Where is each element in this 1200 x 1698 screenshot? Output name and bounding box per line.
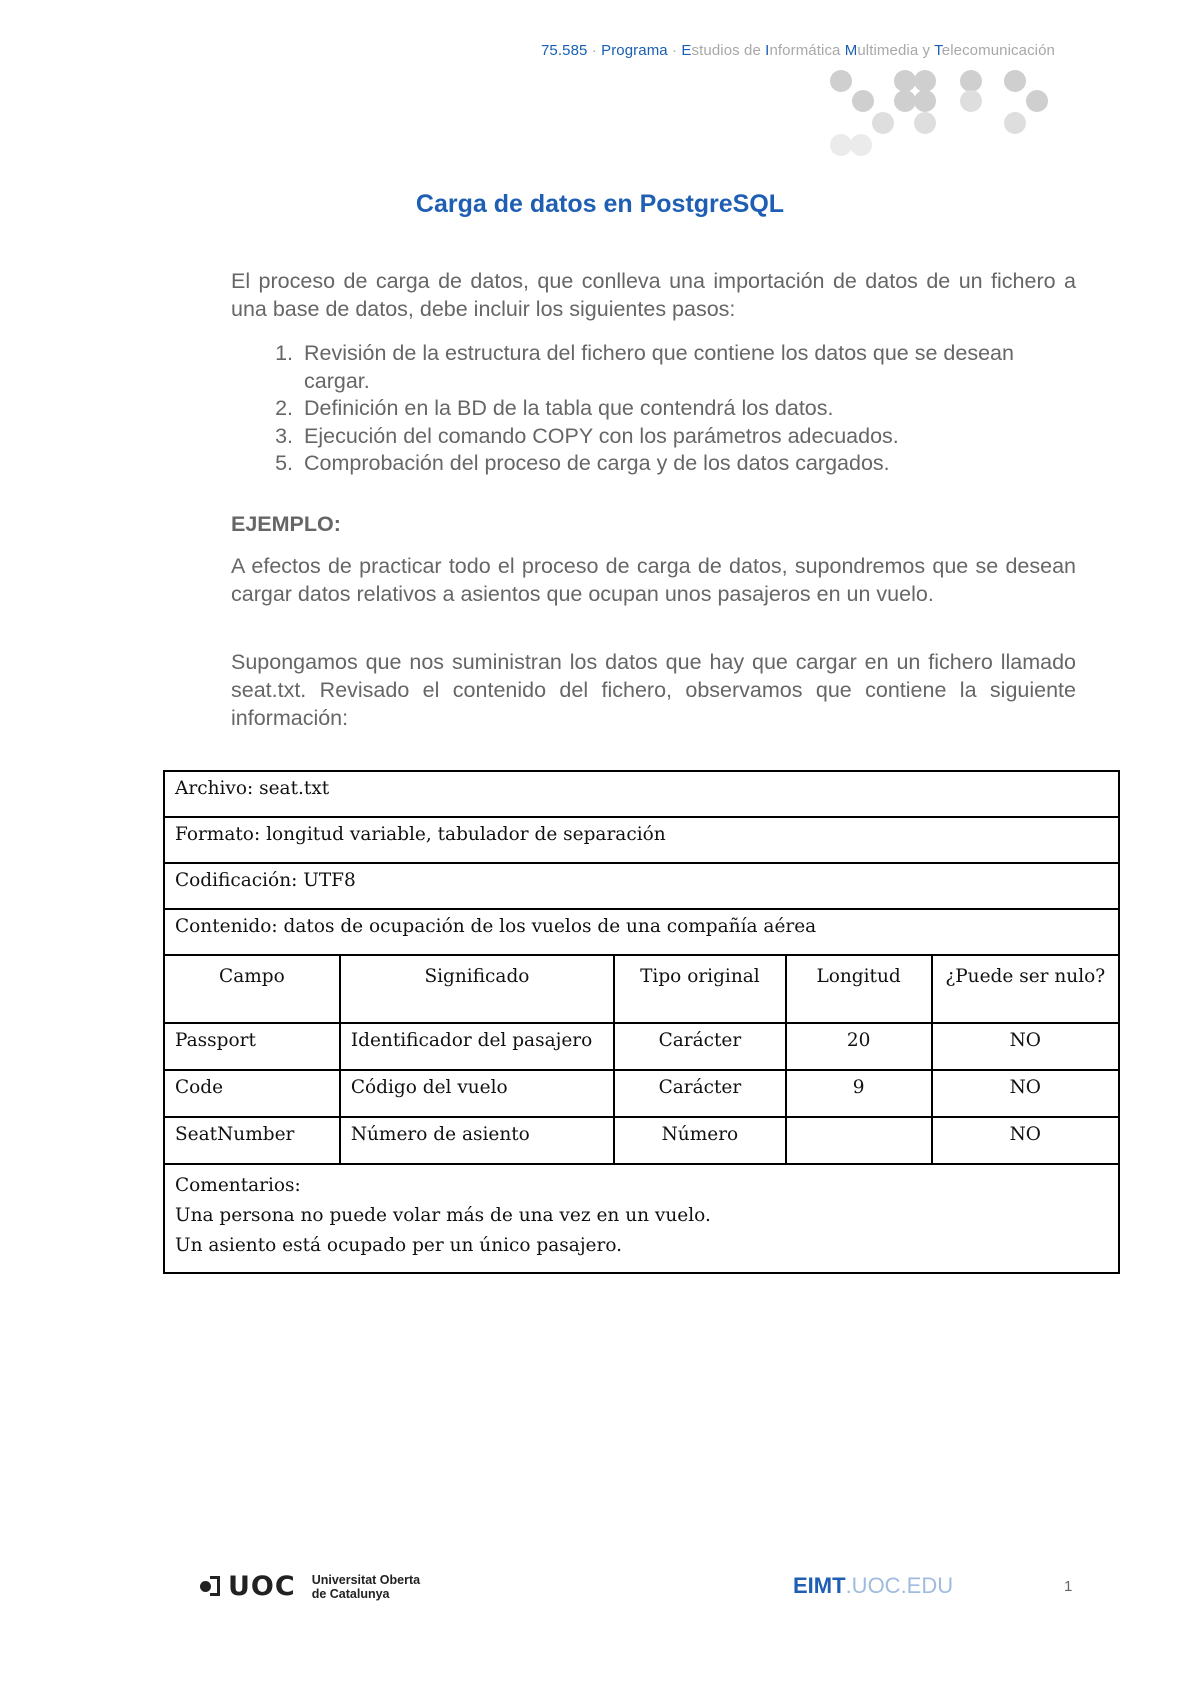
uoc-logo-text: UOC: [228, 1571, 296, 1602]
comment-line: Un asiento está ocupado per un único pasajero.: [175, 1235, 623, 1256]
comments-cell: [164, 1164, 1119, 1273]
contenido-cell: Contenido: datos de ocupación de los vuelos de una compañía aérea: [164, 909, 1119, 955]
list-item: 1. Revisión de la estructura del fichero que contiene los datos que se desean cargar.: [275, 341, 1014, 393]
column-header: ¿Puede ser nulo?: [932, 955, 1120, 1023]
header-segment: M: [844, 42, 858, 59]
comments-label: Comentarios:: [175, 1175, 301, 1196]
page-title: Carga de datos en PostgreSQL: [415, 190, 785, 218]
list-item: 5. Comprobación del proceso de carga y de los datos cargados.: [275, 451, 890, 475]
table-row: [164, 1117, 1119, 1164]
table-cell: Número: [614, 1117, 786, 1164]
page-number: 1: [1064, 1578, 1073, 1595]
example-paragraph-1: A efectos de practicar todo el proceso de carga de datos, supondremos que se desean cargar datos relativos a asientos que ocupan unos pasajeros en un vuelo.: [231, 554, 1076, 606]
decorative-dots: [830, 70, 1070, 170]
program-label: Programa: [601, 42, 668, 59]
comment-line: Una persona no puede volar más de una vez en un vuelo.: [175, 1205, 711, 1226]
header-segment: elecomunicación: [941, 42, 1055, 59]
example-heading: EJEMPLO:: [231, 512, 341, 536]
header-segment: studios de: [691, 42, 766, 59]
table-cell: [786, 1117, 932, 1164]
column-header: Significado: [340, 955, 614, 1023]
uoc-logo: [200, 1571, 420, 1602]
course-code: 75.585: [540, 42, 588, 59]
table-cell: NO: [932, 1117, 1120, 1164]
column-header: Tipo original: [614, 955, 786, 1023]
document-header: [541, 42, 1055, 59]
table-cell: SeatNumber: [164, 1117, 340, 1164]
table-row: [164, 1070, 1119, 1117]
table-cell: Carácter: [614, 1023, 786, 1070]
table-cell: NO: [932, 1023, 1120, 1070]
column-header: Campo: [164, 955, 340, 1023]
list-item: 3. Ejecución del comando COPY con los parámetros adecuados.: [275, 423, 899, 448]
file-spec-table: [163, 770, 1120, 1274]
header-segment: E: [681, 42, 692, 59]
table-cell: Passport: [164, 1023, 340, 1070]
table-cell: Carácter: [614, 1070, 786, 1117]
header-segment: T: [934, 42, 942, 59]
example-paragraph-2: Supongamos que nos suministran los datos que hay que cargar en un fichero llamado seat.txt. Revisado el contenido del fichero, observamos que contiene la siguiente información:: [231, 650, 1076, 730]
table-cell: Code: [164, 1070, 340, 1117]
list-item: 2. Definición en la BD de la tabla que contendrá los datos.: [275, 396, 834, 420]
table-cell: Código del vuelo: [340, 1070, 614, 1117]
codificacion-cell: Codificación: UTF8: [164, 863, 1119, 909]
header-separator: ·: [587, 42, 602, 59]
table-cell: 9: [786, 1070, 932, 1117]
archivo-cell: Archivo: seat.txt: [164, 771, 1119, 817]
formato-cell: Formato: longitud variable, tabulador de separación: [164, 817, 1119, 863]
university-name: Universitat Oberta de Catalunya: [311, 1572, 421, 1601]
table-cell: Número de asiento: [340, 1117, 614, 1164]
uoc-mark-icon: [200, 1575, 224, 1599]
header-separator: ·: [667, 42, 682, 59]
header-segment: I: [765, 42, 770, 59]
steps-list: [258, 340, 1058, 478]
table-cell: NO: [932, 1070, 1120, 1117]
table-row: [164, 1023, 1119, 1070]
column-header: Longitud: [786, 955, 932, 1023]
header-segment: nformática: [769, 42, 845, 59]
eimt-site: EIMT.UOC.EDU: [793, 1573, 954, 1598]
intro-paragraph: El proceso de carga de datos, que conlleva una importación de datos de un fichero a una base de datos, debe incluir los siguientes pasos:: [231, 269, 1076, 321]
table-cell: Identificador del pasajero: [340, 1023, 614, 1070]
table-cell: 20: [786, 1023, 932, 1070]
table-header-row: [164, 955, 1119, 1023]
header-segment: ultimedia y: [857, 42, 935, 59]
